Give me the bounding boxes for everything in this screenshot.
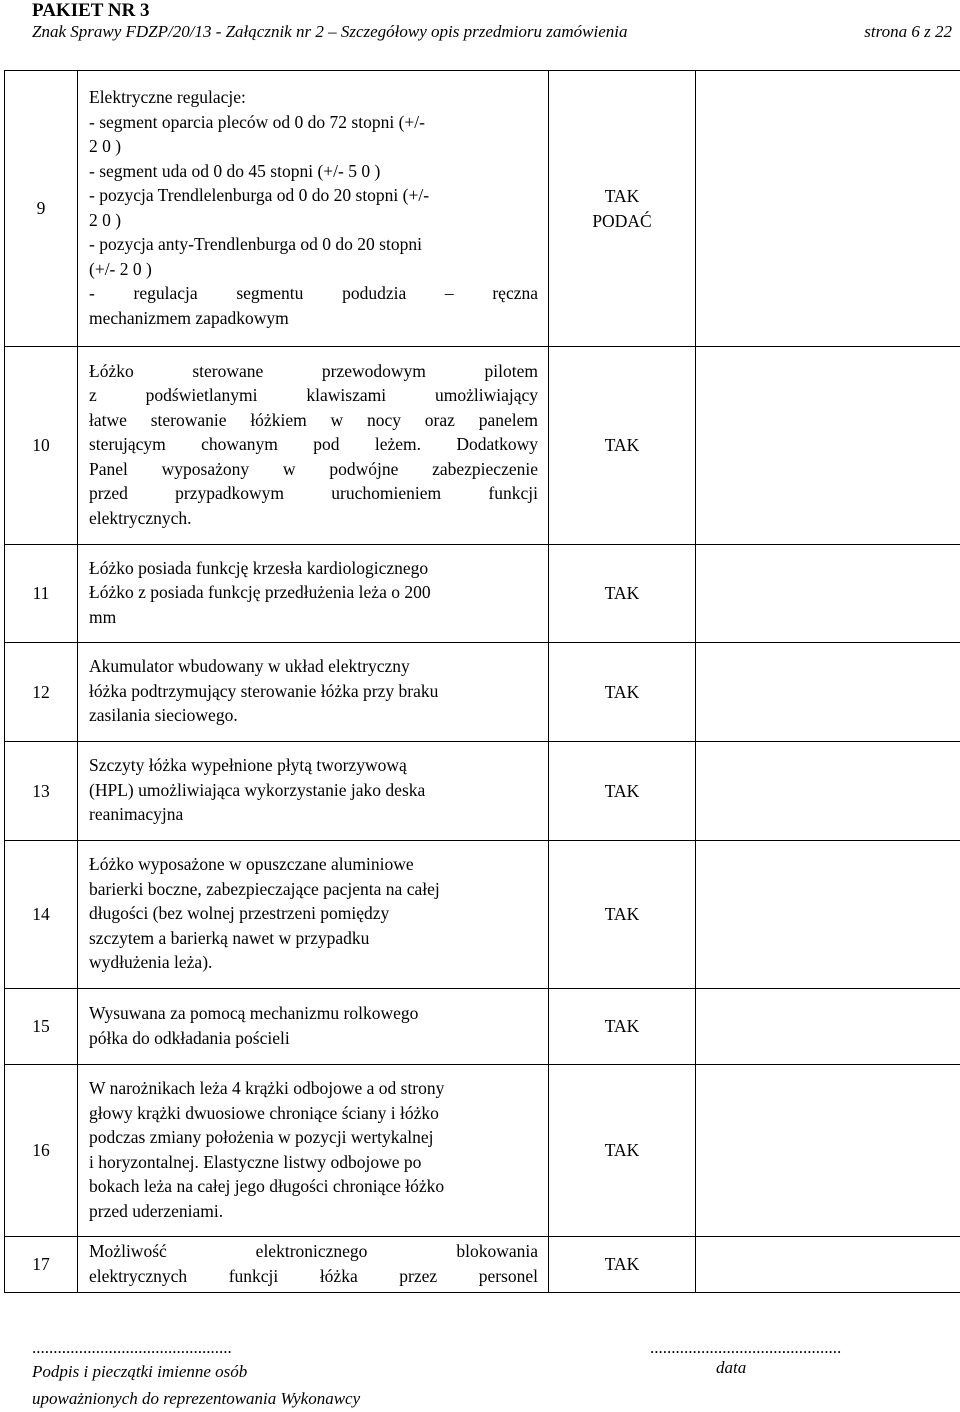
signature-dots: ............................................... <box>32 1338 232 1358</box>
page-indicator: strona 6 z 22 <box>864 22 952 42</box>
signature-label-line-1: Podpis i pieczątki imienne osób <box>32 1358 360 1385</box>
table-row <box>5 841 960 989</box>
offered-parameter-cell[interactable] <box>696 1237 960 1293</box>
row-answer: TAK <box>549 1065 696 1237</box>
description-line: półka do odkładania pościeli <box>89 1026 538 1051</box>
description-line: Elektryczne regulacje: <box>89 85 538 110</box>
row-number: 13 <box>5 742 78 841</box>
offered-parameter-cell[interactable] <box>696 347 960 545</box>
row-description <box>78 347 549 545</box>
row-description <box>78 643 549 742</box>
table-row <box>5 989 960 1065</box>
offered-parameter-cell[interactable] <box>696 643 960 742</box>
row-answer: TAK <box>549 347 696 545</box>
row-answer <box>549 71 696 347</box>
description-line: łatwe sterowanie łóżkiem w nocy oraz panelem <box>89 408 538 433</box>
signature-label-line-2: upoważnionych do reprezentowania Wykonawcy <box>32 1385 360 1412</box>
description-line: mechanizmem zapadkowym <box>89 306 538 331</box>
description-line: mm <box>89 605 538 630</box>
description-line: elektrycznych. <box>89 506 538 531</box>
description-line: Panel wyposażony w podwójne zabezpieczenie <box>89 457 538 482</box>
row-number: 16 <box>5 1065 78 1237</box>
answer-word: TAK <box>549 184 695 209</box>
description-line: reanimacyjna <box>89 802 538 827</box>
description-line: barierki boczne, zabezpieczające pacjenta na całej <box>89 877 538 902</box>
description-line: (HPL) umożliwiająca wykorzystanie jako deska <box>89 778 538 803</box>
table-row <box>5 643 960 742</box>
answer-word: PODAĆ <box>549 209 695 234</box>
row-number: 17 <box>5 1237 78 1293</box>
row-answer: TAK <box>549 643 696 742</box>
row-number: 15 <box>5 989 78 1065</box>
row-number: 14 <box>5 841 78 989</box>
table-row <box>5 71 960 347</box>
description-line: łóżka podtrzymujący sterowanie łóżka przy braku <box>89 679 538 704</box>
description-line: bokach leża na całej jego długości chroniące łóżko <box>89 1174 538 1199</box>
row-answer: TAK <box>549 1237 696 1293</box>
description-line: Możliwość elektronicznego blokowania <box>89 1239 538 1264</box>
description-line: wydłużenia leża). <box>89 950 538 975</box>
signature-label <box>32 1358 360 1412</box>
table-row <box>5 742 960 841</box>
table-row <box>5 1065 960 1237</box>
description-line: Łóżko z posiada funkcję przedłużenia leża o 200 <box>89 580 538 605</box>
row-number: 12 <box>5 643 78 742</box>
date-label: data <box>716 1358 746 1378</box>
row-number: 11 <box>5 545 78 643</box>
specification-table <box>4 70 960 1293</box>
row-description <box>78 545 549 643</box>
offered-parameter-cell[interactable] <box>696 742 960 841</box>
row-answer: TAK <box>549 841 696 989</box>
description-line: sterującym chowanym pod leżem. Dodatkowy <box>89 432 538 457</box>
row-answer: TAK <box>549 742 696 841</box>
description-line: i horyzontalnej. Elastyczne listwy odbojowe po <box>89 1150 538 1175</box>
description-line: długości (bez wolnej przestrzeni pomiędzy <box>89 901 538 926</box>
description-line: - segment uda od 0 do 45 stopni (+/- 5 0 ) <box>89 159 538 184</box>
description-line: zasilania sieciowego. <box>89 703 538 728</box>
description-line: elektrycznych funkcji łóżka przez personel <box>89 1264 538 1289</box>
description-line: - pozycja anty-Trendlenburga od 0 do 20 stopni <box>89 232 538 257</box>
description-line: szczytem a barierką nawet w przypadku <box>89 926 538 951</box>
table-row <box>5 347 960 545</box>
description-line: - segment oparcia pleców od 0 do 72 stopni (+/- <box>89 110 538 135</box>
row-description <box>78 742 549 841</box>
description-line: W narożnikach leża 4 krążki odbojowe a od strony <box>89 1076 538 1101</box>
row-number: 9 <box>5 71 78 347</box>
description-line: - pozycja Trendlelenburga od 0 do 20 stopni (+/- <box>89 183 538 208</box>
description-line: Łóżko posiada funkcję krzesła kardiologicznego <box>89 556 538 581</box>
table-row <box>5 1237 960 1293</box>
description-line: 2 0 ) <box>89 208 538 233</box>
description-line: przed przypadkowym uruchomieniem funkcji <box>89 481 538 506</box>
date-dots: ............................................. <box>650 1338 841 1358</box>
description-line: Akumulator wbudowany w układ elektryczny <box>89 654 538 679</box>
offered-parameter-cell[interactable] <box>696 71 960 347</box>
row-answer: TAK <box>549 545 696 643</box>
offered-parameter-cell[interactable] <box>696 989 960 1065</box>
description-line: 2 0 ) <box>89 134 538 159</box>
row-description <box>78 989 549 1065</box>
offered-parameter-cell[interactable] <box>696 1065 960 1237</box>
row-description <box>78 1237 549 1293</box>
package-title: PAKIET NR 3 <box>32 0 150 22</box>
document-reference: Znak Sprawy FDZP/20/13 - Załącznik nr 2 – Szczegółowy opis przedmioru zamówienia <box>32 22 627 42</box>
description-line: Łóżko wyposażone w opuszczane aluminiowe <box>89 852 538 877</box>
row-number: 10 <box>5 347 78 545</box>
table-row <box>5 545 960 643</box>
description-line: Łóżko sterowane przewodowym pilotem <box>89 359 538 384</box>
description-line: głowy krążki dwuosiowe chroniące ściany i łóżko <box>89 1101 538 1126</box>
description-line: - regulacja segmentu podudzia – ręczna <box>89 281 538 306</box>
description-line: podczas zmiany położenia w pozycji wertykalnej <box>89 1125 538 1150</box>
description-line: (+/- 2 0 ) <box>89 257 538 282</box>
row-description <box>78 1065 549 1237</box>
row-answer: TAK <box>549 989 696 1065</box>
description-line: Szczyty łóżka wypełnione płytą tworzywową <box>89 753 538 778</box>
row-description <box>78 71 549 347</box>
description-line: z podświetlanymi klawiszami umożliwiający <box>89 383 538 408</box>
description-line: Wysuwana za pomocą mechanizmu rolkowego <box>89 1001 538 1026</box>
description-line: przed uderzeniami. <box>89 1199 538 1224</box>
offered-parameter-cell[interactable] <box>696 545 960 643</box>
row-description <box>78 841 549 989</box>
offered-parameter-cell[interactable] <box>696 841 960 989</box>
